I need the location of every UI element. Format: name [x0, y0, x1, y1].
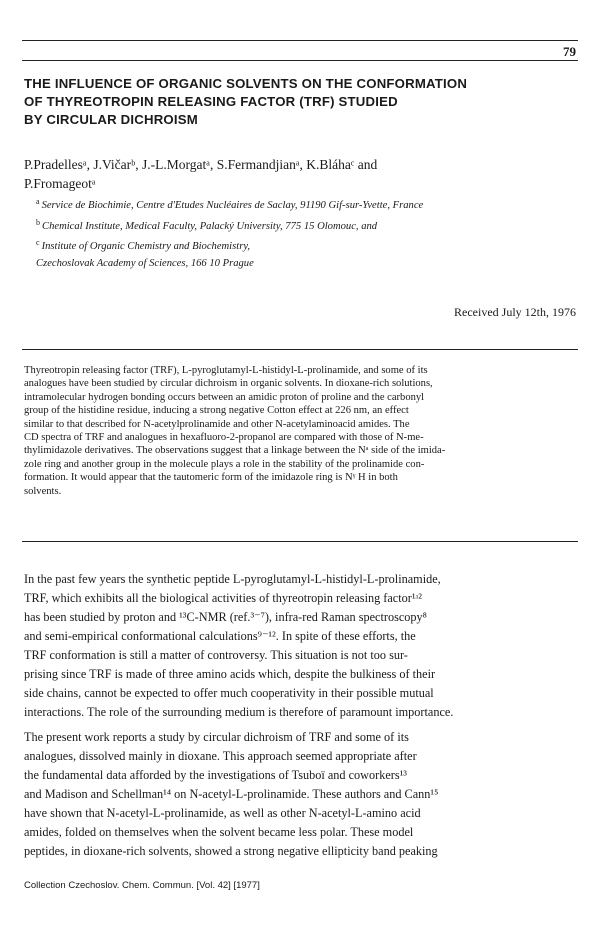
body-line: and Madison and Schellman¹⁴ on N-acetyl-L-prolinamide. These authors and Cann¹⁵: [24, 787, 439, 801]
affiliation: [36, 194, 581, 215]
affiliation-text: Service de Biochimie, Centre d'Etudes Nucléaires de Saclay, 91190 Gif-sur-Yvette, France: [41, 200, 424, 211]
body-line: and semi-empirical conformational calculations⁹⁻¹². In spite of these efforts, the: [24, 629, 416, 643]
body-line: have shown that N-acetyl-L-prolinamide, as well as other N-acetyl-L-amino acid: [24, 806, 421, 820]
body-line: analogues, dissolved mainly in dioxane. This approach seemed appropriate after: [24, 749, 417, 763]
body-line: TRF conformation is still a matter of controversy. This situation is not too sur-: [24, 648, 408, 662]
body-text: [24, 570, 580, 867]
abstract-line: group of the histidine residue, inducing a strong negative Cotton effect at 226 nm, an effect: [24, 405, 409, 417]
body-line: interactions. The role of the surrounding medium is therefore of paramount importance.: [24, 705, 454, 719]
affiliation-text: Czechoslovak Academy of Sciences, 166 10 Prague: [36, 257, 254, 269]
affiliation-text: Institute of Organic Chemistry and Biochemistry,: [41, 241, 251, 252]
affiliation-mark: c: [36, 238, 40, 247]
abstract-line: Thyreotropin releasing factor (TRF), L-pyroglutamyl-L-histidyl-L-prolinamide, and some of its: [24, 365, 428, 376]
abstract-rule-top: [22, 349, 578, 350]
title-line: BY CIRCULAR DICHROISM: [24, 112, 198, 127]
affiliation: [36, 235, 581, 256]
body-line: peptides, in dioxane-rich solvents, showed a strong negative ellipticity band peaking: [24, 844, 438, 858]
author-line: P.Fromageotᵃ: [24, 176, 96, 191]
body-line: amides, folded on themselves when the solvent became less polar. These model: [24, 825, 414, 839]
top-rule: [22, 40, 578, 41]
body-paragraph: [24, 570, 580, 722]
affiliation-text: Chemical Institute, Medical Faculty, Palacký University, 775 15 Olomouc, and: [42, 220, 378, 232]
affiliation-mark: b: [36, 217, 40, 227]
header-rule: [22, 60, 578, 61]
body-line: the fundamental data afforded by the investigations of Tsuboï and coworkers¹³: [24, 768, 407, 782]
journal-footer: Collection Czechoslov. Chem. Commun. [Vol. 42] [1977]: [24, 880, 260, 891]
affiliation-mark: a: [36, 197, 40, 206]
abstract-rule-bottom: [22, 541, 578, 542]
received-date: Received July 12th, 1976: [454, 305, 576, 319]
body-line: TRF, which exhibits all the biological activities of thyreotropin releasing factor¹ʴ²: [24, 591, 422, 605]
page-number: 79: [563, 44, 576, 59]
affiliation: [36, 215, 581, 236]
abstract: [24, 364, 580, 498]
body-paragraph: [24, 728, 580, 861]
title-line: THE INFLUENCE OF ORGANIC SOLVENTS ON THE CONFORMATION: [24, 76, 468, 91]
body-line: In the past few years the synthetic peptide L-pyroglutamyl-L-histidyl-L-prolinamide,: [24, 572, 441, 586]
affiliations: [36, 194, 581, 272]
author-line: P.Pradellesᵃ, J.Vičarᵇ, J.-L.Morgatᵃ, S.Fermandjianᵃ, K.Bláhaᶜ and: [24, 157, 378, 172]
abstract-line: zole ring and another group in the molecule plays a role in the stability of the prolinamide con-: [24, 458, 425, 470]
body-line: prising since TRF is made of three amino acids which, despite the bulkiness of their: [24, 667, 436, 681]
article-title: [24, 75, 579, 129]
title-line: OF THYREOTROPIN RELEASING FACTOR (TRF) STUDIED: [24, 94, 398, 109]
affiliation: [36, 256, 581, 273]
abstract-line: solvents.: [24, 485, 62, 497]
abstract-line: intramolecular hydrogen bonding occurs between an amidic proton of proline and the carbonyl: [24, 391, 425, 403]
body-line: The present work reports a study by circular dichroism of TRF and some of its: [24, 730, 409, 744]
abstract-line: formation. It would appear that the tautomeric form of the imidazole ring is Nᵞ H in both: [24, 472, 398, 484]
author-list: [24, 155, 579, 193]
abstract-line: analogues have been studied by circular dichroism in organic solvents. In dioxane-rich solutions,: [24, 378, 433, 390]
abstract-line: CD spectra of TRF and analogues in hexafluoro-2-propanol are compared with those of N-me-: [24, 432, 424, 444]
body-line: side chains, cannot be expected to offer much cooperativity in their possible mutual: [24, 686, 434, 700]
body-line: has been studied by proton and ¹³C-NMR (ref.³⁻⁷), infra-red Raman spectroscopy⁸: [24, 610, 427, 624]
abstract-line: thylimidazole derivatives. The observations suggest that a linkage between the Nᵃ side of the imida-: [24, 445, 446, 457]
abstract-line: similar to that described for N-acetylprolinamide and other N-acetylaminoacid amides. The: [24, 418, 410, 430]
